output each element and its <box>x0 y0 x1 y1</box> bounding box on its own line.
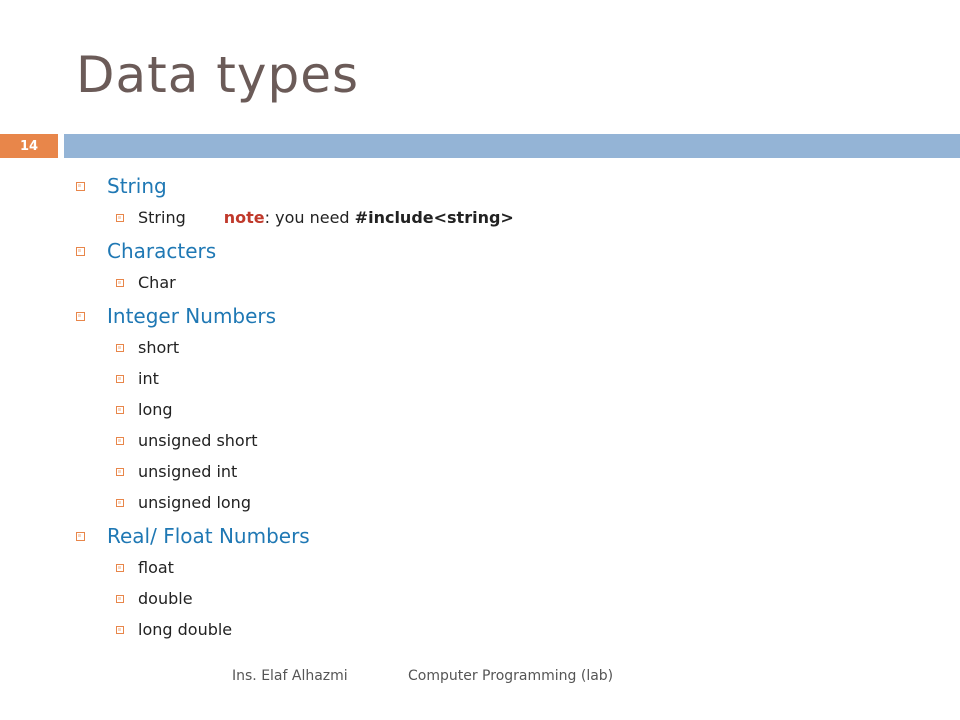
item-label: String <box>138 208 186 227</box>
item-label: Char <box>138 273 176 292</box>
item-label: long <box>138 400 173 419</box>
footer-course: Computer Programming (lab) <box>408 668 614 684</box>
list-item <box>76 202 936 233</box>
square-bullet-icon <box>76 312 85 321</box>
list-item <box>76 614 936 645</box>
list-item <box>76 332 936 363</box>
item-label: unsigned long <box>138 493 251 512</box>
item-label: double <box>138 589 193 608</box>
item-label: int <box>138 369 159 388</box>
square-bullet-icon <box>76 182 85 191</box>
note-keyword: note <box>223 208 265 227</box>
square-bullet-icon <box>116 214 124 222</box>
include-directive: #include<string> <box>354 208 514 227</box>
section-integer-numbers <box>76 300 936 332</box>
list-item <box>76 363 936 394</box>
item-label: short <box>138 338 180 357</box>
section-label: Integer Numbers <box>107 304 277 328</box>
list-item <box>76 456 936 487</box>
slide-number: 14 <box>0 134 58 158</box>
square-bullet-icon <box>116 375 124 383</box>
footer-author: Ins. Elaf Alhazmi <box>232 668 348 684</box>
square-bullet-icon <box>76 247 85 256</box>
section-label: String <box>107 174 167 198</box>
item-label: long double <box>138 620 233 639</box>
square-bullet-icon <box>116 564 124 572</box>
include-note <box>224 208 514 227</box>
square-bullet-icon <box>116 406 124 414</box>
item-label: float <box>138 558 174 577</box>
section-label: Characters <box>107 239 217 263</box>
list-item <box>76 583 936 614</box>
square-bullet-icon <box>116 626 124 634</box>
square-bullet-icon <box>116 279 124 287</box>
item-label: unsigned short <box>138 431 258 450</box>
bullet-list <box>76 168 936 645</box>
list-item <box>76 487 936 518</box>
section-real-float-numbers <box>76 520 936 552</box>
square-bullet-icon <box>116 595 124 603</box>
square-bullet-icon <box>116 468 124 476</box>
list-item <box>76 425 936 456</box>
square-bullet-icon <box>76 532 85 541</box>
square-bullet-icon <box>116 344 124 352</box>
slide-title: Data types <box>76 46 360 104</box>
section-string <box>76 170 936 202</box>
item-label: unsigned int <box>138 462 238 481</box>
section-characters <box>76 235 936 267</box>
section-label: Real/ Float Numbers <box>107 524 310 548</box>
header-bar <box>64 134 960 158</box>
note-text: : you need <box>264 208 355 227</box>
square-bullet-icon <box>116 499 124 507</box>
list-item <box>76 267 936 298</box>
square-bullet-icon <box>116 437 124 445</box>
list-item <box>76 552 936 583</box>
list-item <box>76 394 936 425</box>
